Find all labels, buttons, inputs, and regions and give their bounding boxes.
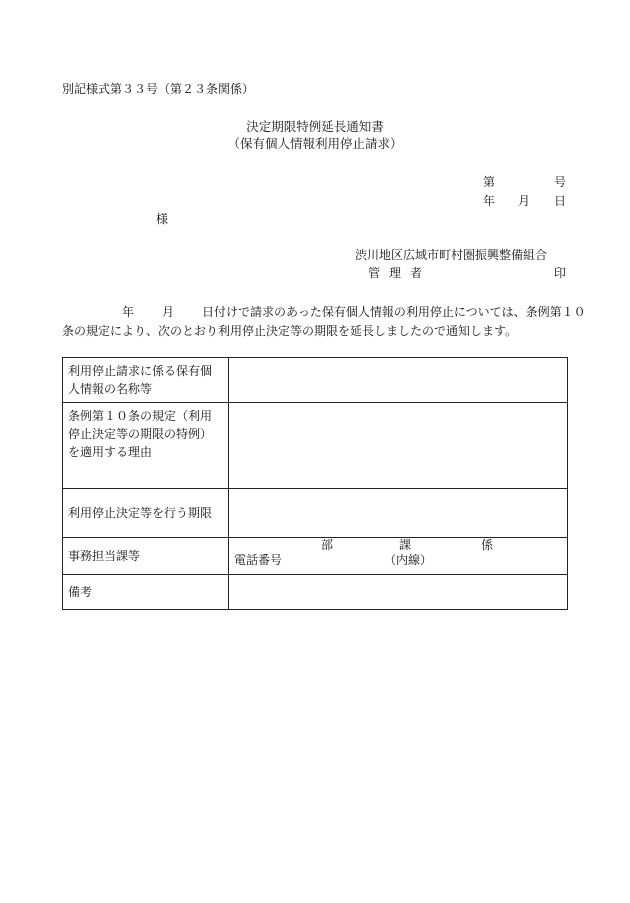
contact-extension-label: （内線）: [384, 553, 433, 567]
row-value: [229, 358, 568, 403]
row-label: 事務担当課等: [63, 538, 229, 575]
row-label: 利用停止決定等を行う期限: [63, 489, 229, 538]
document-number-dai: 第: [483, 175, 496, 189]
contact-cell: [229, 538, 568, 575]
date-month: 月: [518, 194, 531, 208]
row-value: [229, 489, 568, 538]
row-label: 備考: [63, 575, 229, 610]
table-row: [63, 403, 568, 489]
detail-table: [62, 357, 568, 610]
date-day: 日: [554, 194, 567, 208]
body-month: 月: [162, 305, 175, 319]
table-row: [63, 575, 568, 610]
document-number-gou: 号: [554, 175, 567, 189]
body-line-1: [62, 305, 586, 319]
issuer-seal: 印: [554, 266, 567, 280]
table-row: [63, 358, 568, 403]
contact-phone-label: 電話番号: [234, 553, 283, 567]
contact-department: 部: [321, 538, 334, 552]
body-line-2: 条の規定により、次のとおり利用停止決定等の期限を延長しましたので通知します。: [62, 324, 518, 338]
issuer-manager-label: 管理者: [368, 266, 432, 280]
document-title: 決定期限特例延長通知書: [246, 119, 384, 134]
issuer-organization: 渋川地区広域市町村圏振興整備組合: [355, 248, 548, 262]
table-row: [63, 538, 568, 575]
row-value: [229, 403, 568, 489]
row-value: [229, 575, 568, 610]
table-row: [63, 489, 568, 538]
contact-unit: 係: [481, 538, 494, 552]
contact-section: 課: [399, 538, 412, 552]
row-label: 利用停止請求に係る保有個人情報の名称等: [63, 358, 229, 403]
form-number: 別記様式第３３号（第２３条関係）: [62, 82, 255, 96]
addressee-honorific: 様: [156, 212, 169, 226]
row-label: 条例第１０条の規定（利用停止決定等の期限の特例）を適用する理由: [63, 403, 229, 489]
body-year: 年: [122, 305, 135, 319]
document-subtitle: （保有個人情報利用停止請求）: [227, 136, 403, 151]
date-year: 年: [483, 194, 496, 208]
body-line-1-text: 日付けで請求のあった保有個人情報の利用停止については、条例第１０: [202, 305, 586, 319]
